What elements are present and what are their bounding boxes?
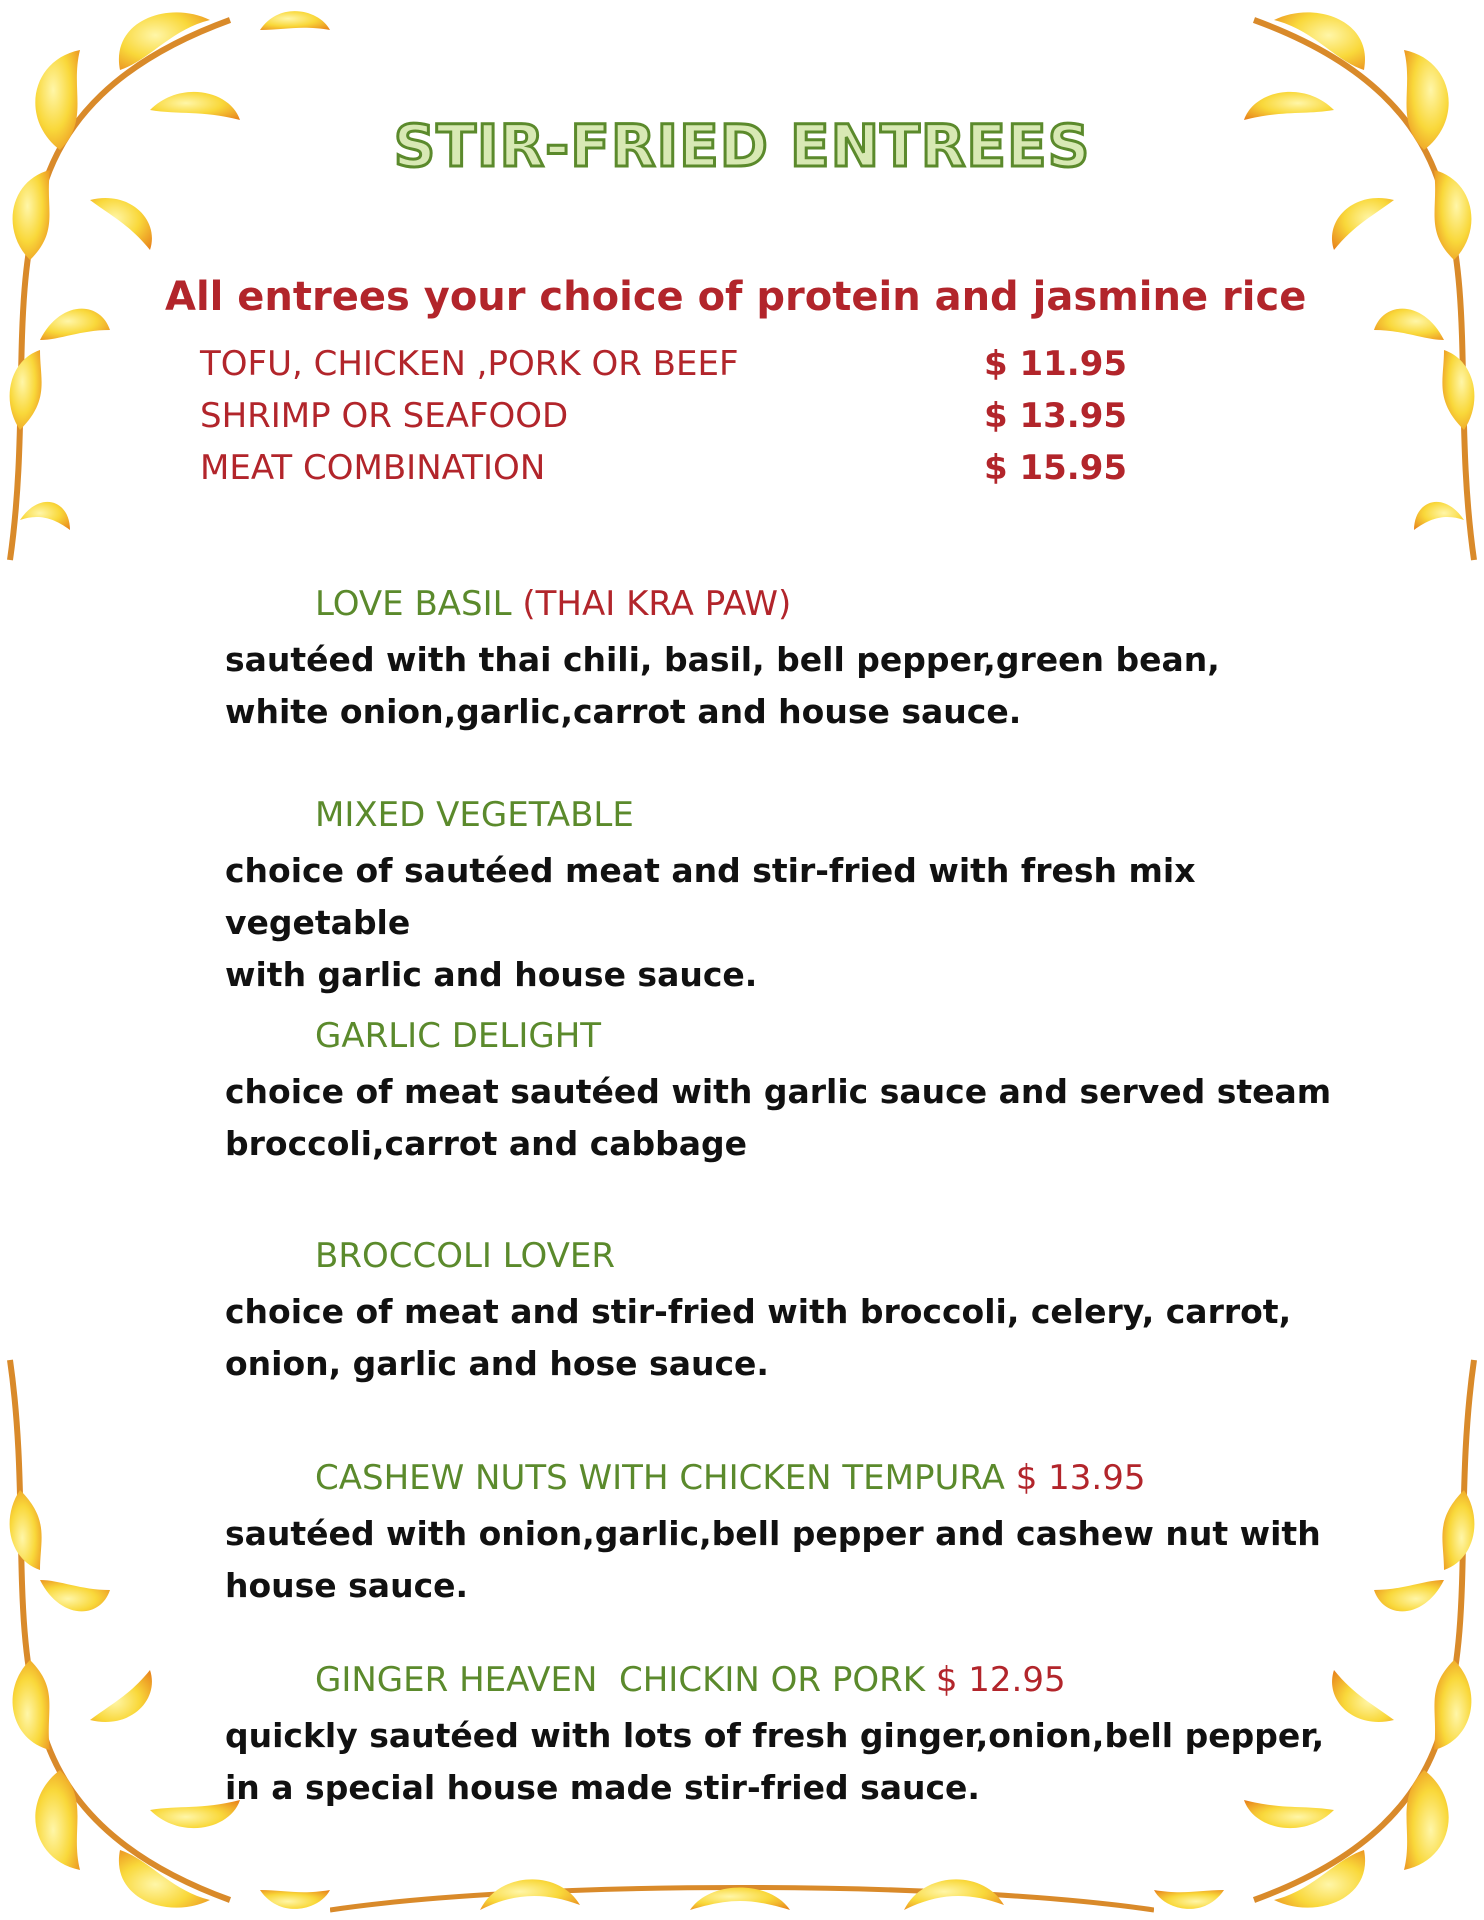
protein-price-table	[200, 344, 1150, 500]
menu-item-name-accent: (THAI KRA PAW)	[511, 584, 792, 624]
menu-item-description: quickly sautéed with lots of fresh ginger,onion,bell pepper, in a special house made stir-fried sauce.	[225, 1716, 1325, 1807]
menu-item-name: GARLIC DELIGHT	[315, 1016, 602, 1056]
menu-item-price: $ 13.95	[1015, 1458, 1146, 1498]
menu-item-description: sautéed with thai chili, basil, bell pepper,green bean, white onion,garlic,carrot and house sauce.	[225, 640, 1220, 731]
menu-item-name: GINGER HEAVEN CHICKIN OR PORK	[315, 1660, 926, 1700]
menu-item-price: $ 12.95	[935, 1660, 1066, 1700]
menu-item-title	[315, 1236, 615, 1276]
menu-item-title	[315, 795, 634, 835]
menu-item-title	[315, 1458, 1146, 1498]
price-row	[200, 448, 1150, 500]
price-row	[200, 344, 1150, 396]
price-row-label: SHRIMP OR SEAFOOD	[200, 396, 569, 436]
page-title: STIR-FRIED ENTREES	[393, 112, 1091, 180]
menu-item-name: BROCCOLI LOVER	[315, 1236, 615, 1276]
price-row-label: TOFU, CHICKEN ,PORK OR BEEF	[200, 344, 739, 384]
price-row	[200, 396, 1150, 448]
menu-item-title	[315, 584, 791, 624]
protein-choice-subtitle: All entrees your choice of protein and jasmine rice	[165, 274, 1307, 320]
price-row-price: $ 11.95	[984, 344, 1128, 384]
menu-item-description: sautéed with onion,garlic,bell pepper and cashew nut with house sauce.	[225, 1514, 1321, 1605]
menu-item-name: LOVE BASIL	[315, 584, 512, 624]
price-row-label: MEAT COMBINATION	[200, 448, 546, 488]
menu-item-title	[315, 1660, 1066, 1700]
menu-item-description: choice of sautéed meat and stir-fried with fresh mix vegetable with garlic and house sauce.	[225, 851, 1196, 994]
floral-border-bottom	[330, 1850, 1154, 1920]
menu-item-description: choice of meat sautéed with garlic sauce and served steam broccoli,carrot and cabbage	[225, 1072, 1332, 1163]
price-row-price: $ 15.95	[984, 448, 1128, 488]
menu-item-title	[315, 1016, 601, 1056]
menu-item-name: CASHEW NUTS WITH CHICKEN TEMPURA	[315, 1458, 1005, 1498]
menu-item-name: MIXED VEGETABLE	[315, 795, 634, 835]
menu-item-description: choice of meat and stir-fried with broccoli, celery, carrot, onion, garlic and hose sauce.	[225, 1292, 1292, 1383]
price-row-price: $ 13.95	[984, 396, 1128, 436]
